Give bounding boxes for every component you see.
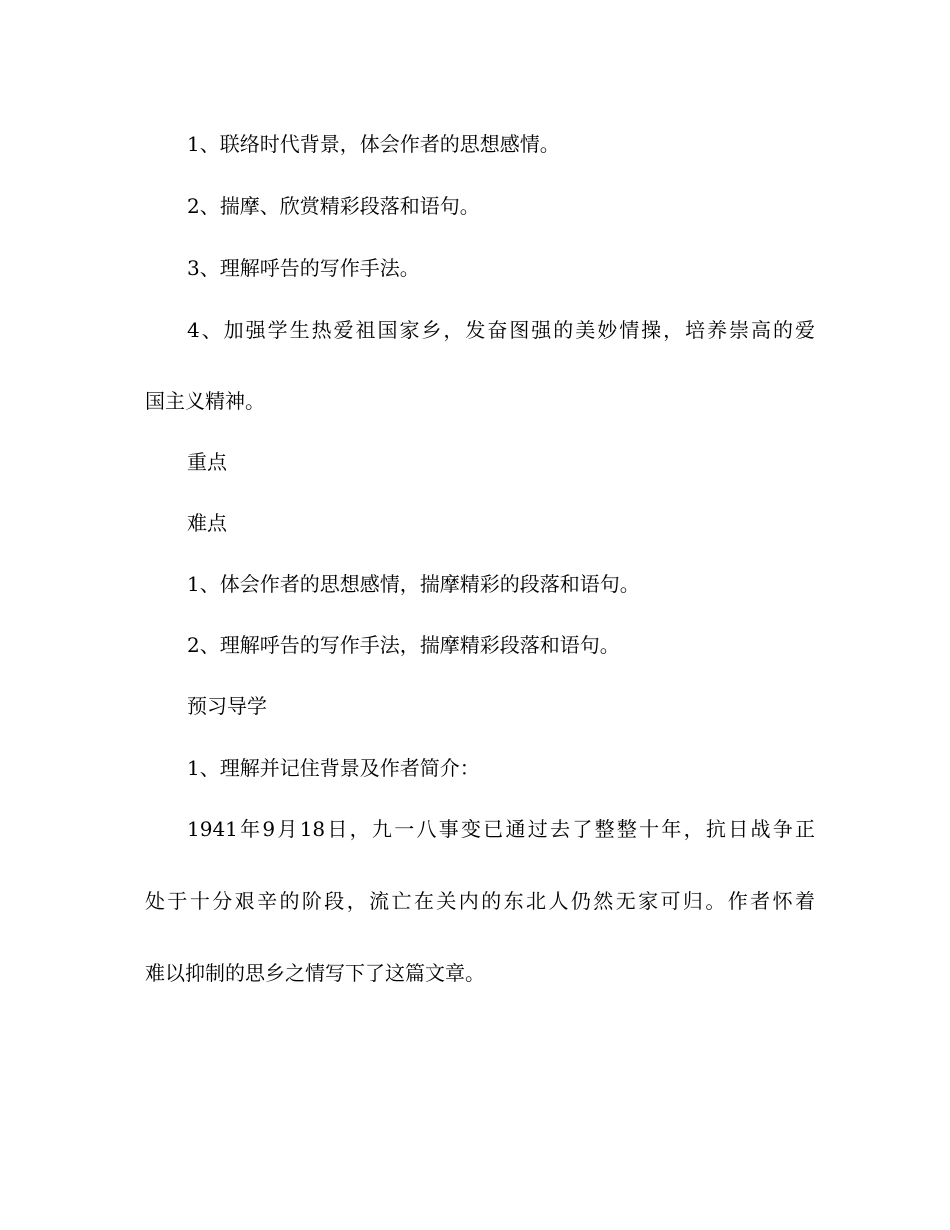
background-line-1: 1941年9月18日，九一八事变已通过去了整整十年，抗日战争正 bbox=[187, 817, 815, 841]
objective-2: 2、揣摩、欣赏精彩段落和语句。 bbox=[187, 194, 480, 218]
preview-item-1: 1、理解并记住背景及作者简介： bbox=[187, 756, 480, 780]
background-line-3: 难以抑制的思乡之情写下了这篇文章。 bbox=[145, 961, 485, 985]
objective-1: 1、联络时代背景，体会作者的思想感情。 bbox=[187, 132, 560, 156]
preview-heading: 预习导学 bbox=[187, 694, 267, 718]
focus-heading: 重点 bbox=[187, 450, 227, 474]
objective-4-line-1: 4、加强学生热爱祖国家乡，发奋图强的美妙情操，培养崇高的爱 bbox=[187, 318, 815, 342]
objective-4-line-2: 国主义精神。 bbox=[145, 389, 265, 413]
difficulty-1: 1、体会作者的思想感情，揣摩精彩的段落和语句。 bbox=[187, 572, 640, 596]
background-line-2: 处于十分艰辛的阶段，流亡在关内的东北人仍然无家可归。作者怀着 bbox=[145, 889, 815, 913]
difficulty-heading: 难点 bbox=[187, 511, 227, 535]
difficulty-2: 2、理解呼告的写作手法，揣摩精彩段落和语句。 bbox=[187, 633, 620, 657]
objective-3: 3、理解呼告的写作手法。 bbox=[187, 256, 420, 280]
